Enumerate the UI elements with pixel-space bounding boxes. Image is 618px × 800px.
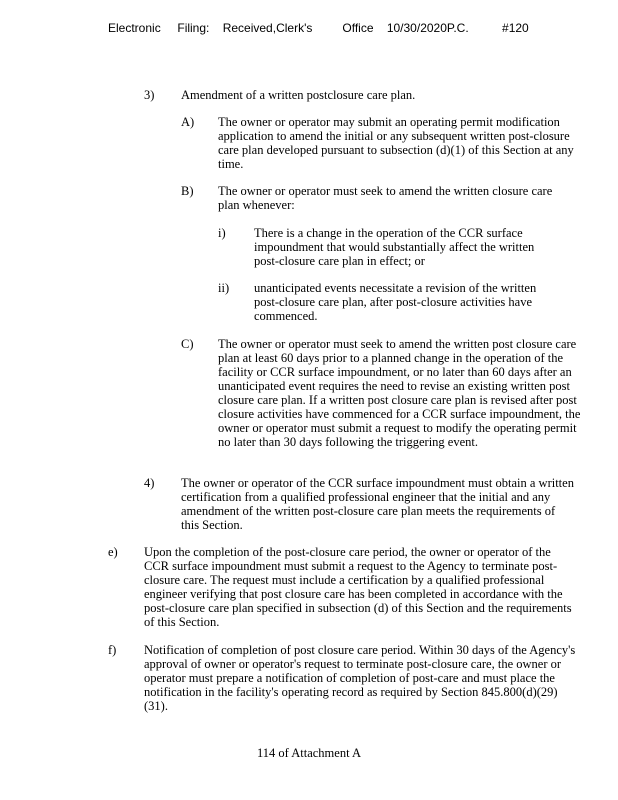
item-text-f: Notification of completion of post closure care period. Within 30 days of the Agency's approval of owner or operator's request to terminate post-closure care, the owner or operator must prepare a notification of completion of post-care and must place the notification in the facility's operating record as required by Section 845.800(d)(29)(31). <box>144 643 576 713</box>
item-text-e: Upon the completion of the post-closure care period, the owner or operator of the CCR surface impoundment must submit a request to the Agency to terminate post-closure care. The request must include a certification by a qualified professional engineer verifying that post closure care has been completed in accordance with the post-closure care plan specified in subsection (d) of this Section and the requirements of this Section. <box>144 545 572 629</box>
item-label-3C: C) <box>181 337 194 351</box>
item-text-3A: The owner or operator may submit an operating permit modification application to amend the initial or any subsequent written post-closure care plan developed pursuant to subsection (d)(1) of this Section at any time. <box>218 115 574 171</box>
item-label-3B: B) <box>181 184 194 198</box>
item-text-3: Amendment of a written postclosure care plan. <box>181 88 416 102</box>
item-label-3: 3) <box>144 88 155 102</box>
item-label-3Bi: i) <box>218 226 226 240</box>
filing-header: Electronic Filing: Received,Clerk's Office 10/30/2020P.C. #120 <box>108 21 529 35</box>
item-text-3C: The owner or operator must seek to amend the written post closure care plan at least 60 days prior to a planned change in the operation of the facility or CCR surface impoundment, or no later than 60 days after an unanticipated event requires the need to revise an existing written post closure care plan. If a written post closure care plan is revised after post closure activities have commenced for a CCR surface impoundment, the owner or operator must submit a request to modify the operating permit no later than 30 days following the triggering event. <box>218 337 581 449</box>
page-footer: 114 of Attachment A <box>256 746 362 760</box>
item-text-3Bi: There is a change in the operation of the CCR surface impoundment that would substantially affect the written post-closure care plan in effect; or <box>254 226 535 268</box>
item-text-3B: The owner or operator must seek to amend the written closure care plan whenever: <box>218 184 553 212</box>
item-label-3Bii: ii) <box>218 281 230 295</box>
item-text-3Bii: unanticipated events necessitate a revision of the written post-closure care plan, after post-closure activities have commenced. <box>254 281 537 323</box>
item-label-4: 4) <box>144 476 155 490</box>
item-label-3A: A) <box>181 115 195 129</box>
item-text-4: The owner or operator of the CCR surface impoundment must obtain a written certification from a qualified professional engineer that the initial and any amendment of the written post-closure care plan meets the requirements of this Section. <box>181 476 574 532</box>
item-label-f: f) <box>108 643 117 657</box>
item-label-e: e) <box>108 545 118 559</box>
